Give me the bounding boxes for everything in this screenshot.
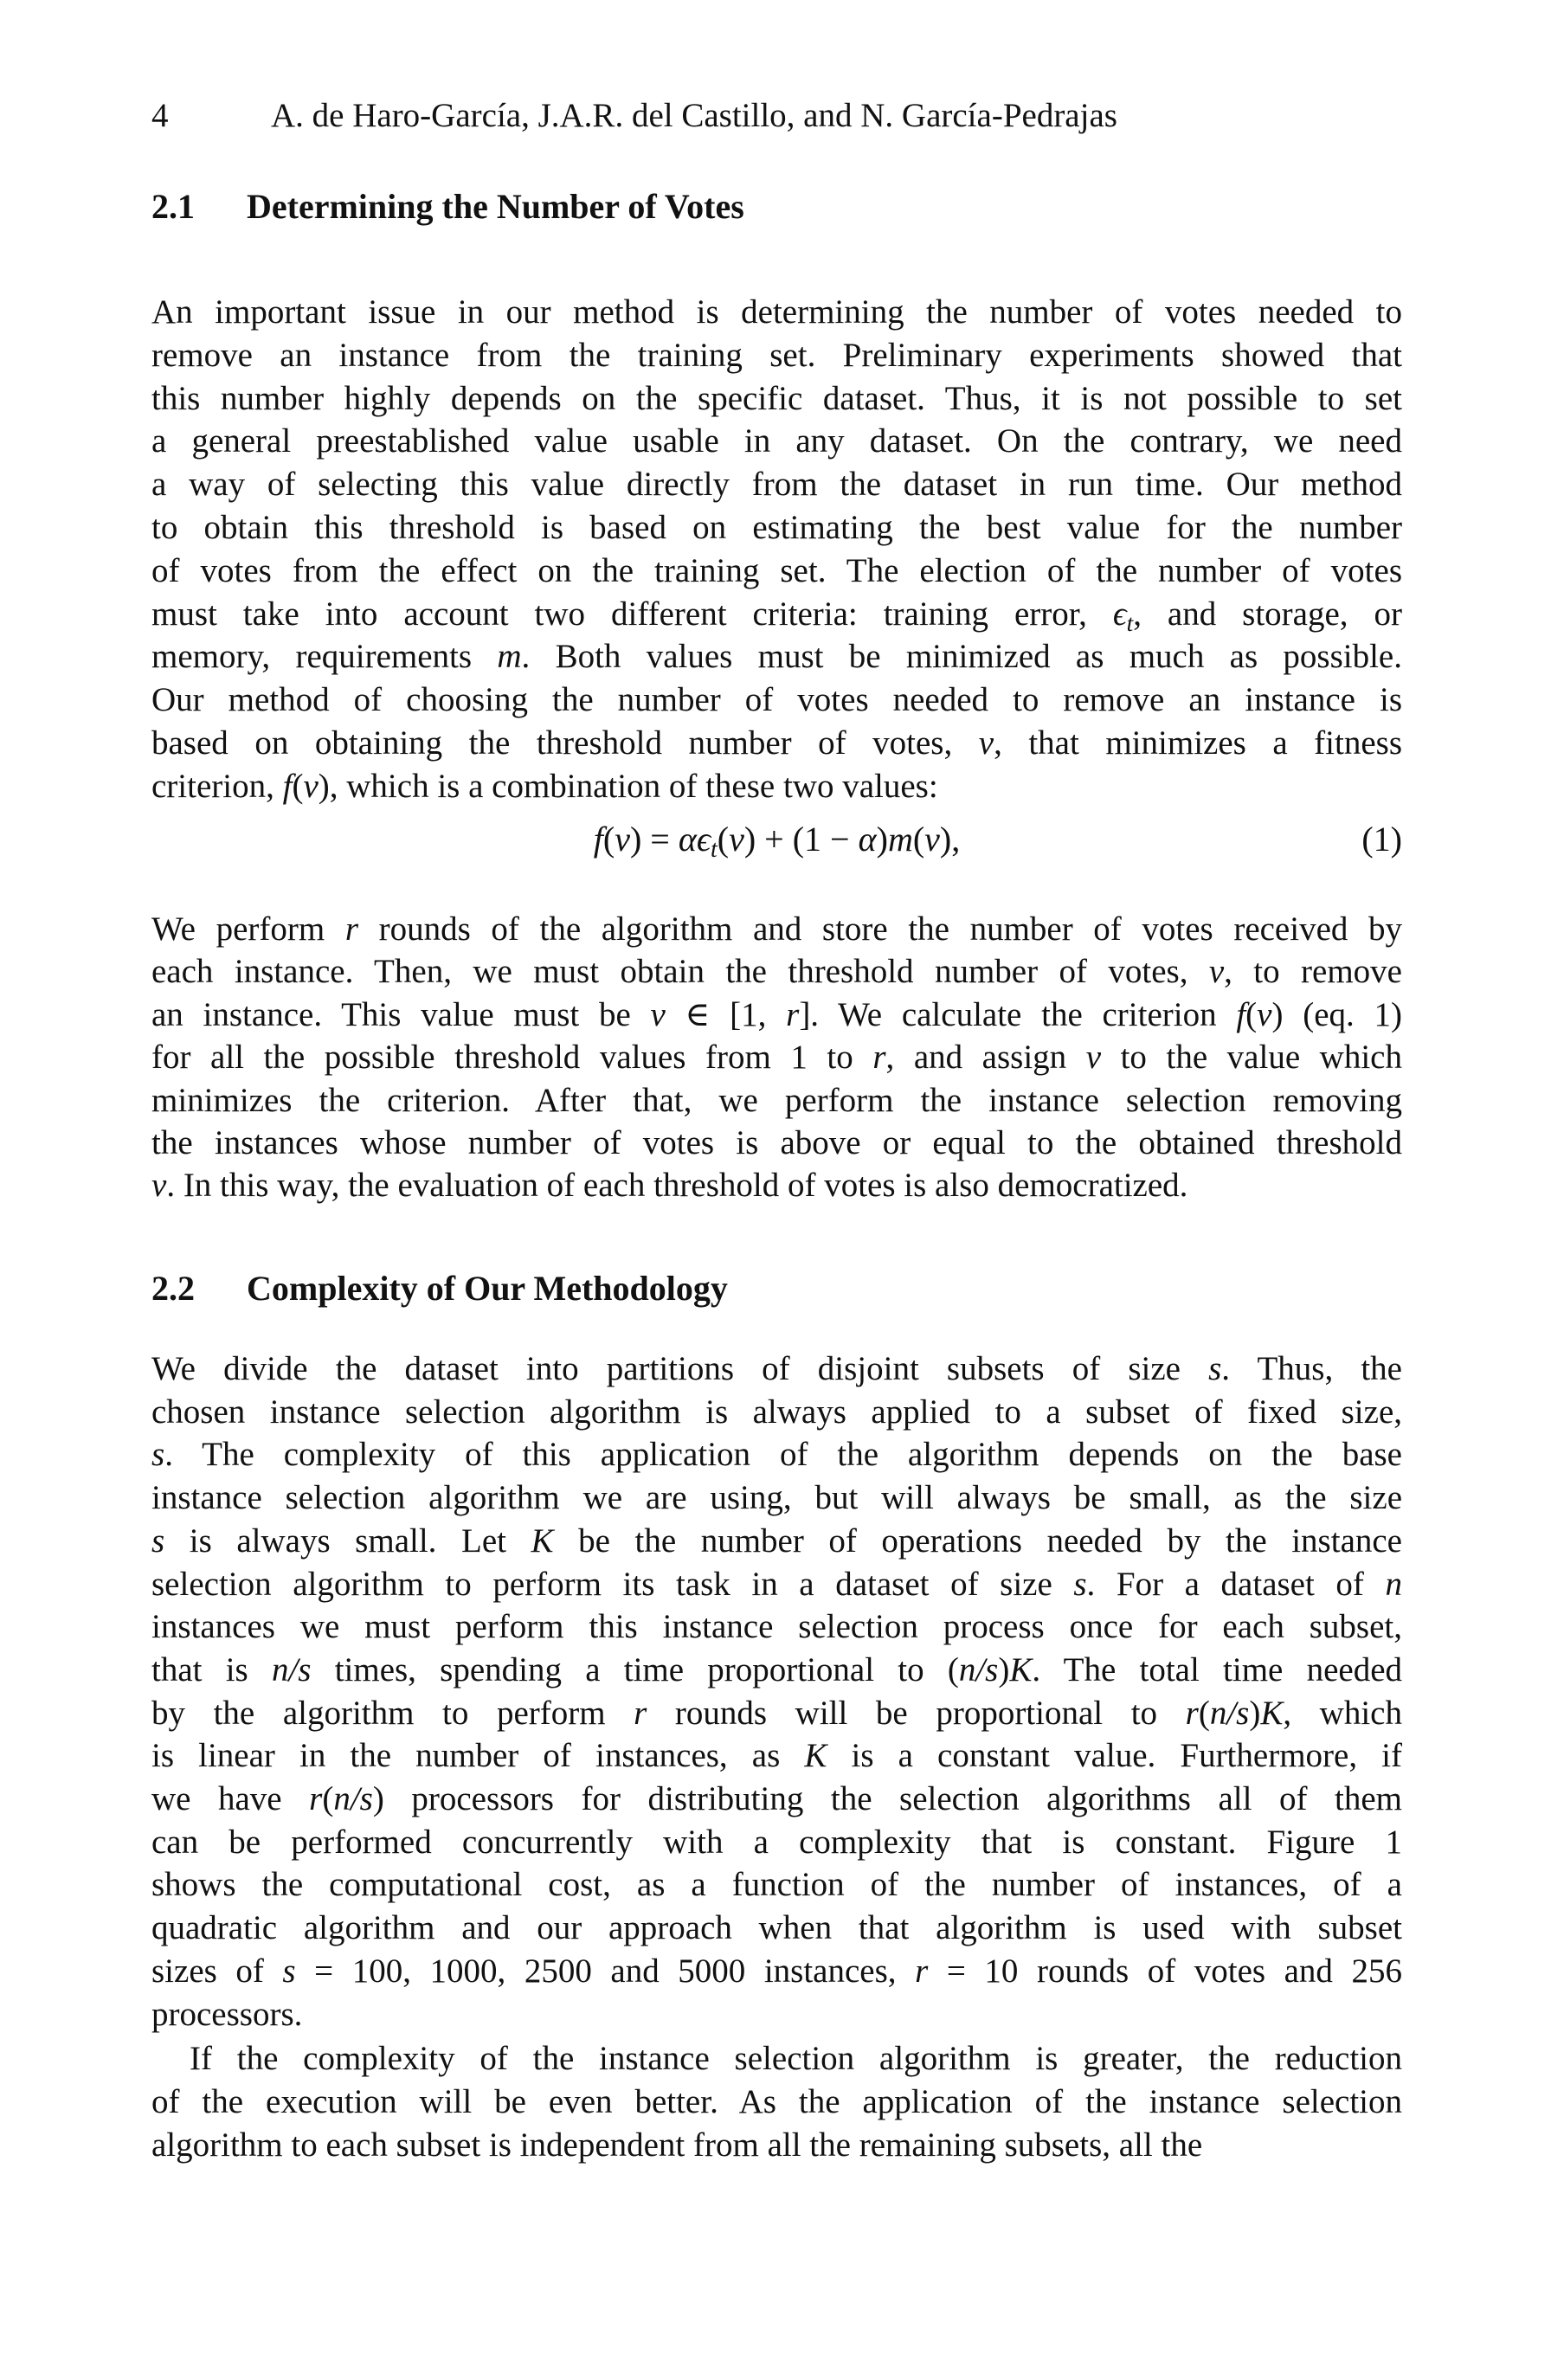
text-run: Our method of choosing the number of votes needed to remove an instance is — [151, 681, 1402, 718]
text-run: ( — [717, 820, 730, 859]
section-title: Complexity of Our Methodology — [247, 1269, 728, 1308]
text-run: quadratic algorithm and our approach when that algorithm is used with subset — [151, 1909, 1402, 1946]
text-run: a general preestablished value usable in any dataset. On the contrary, we need — [151, 422, 1402, 460]
text-run: , which — [1283, 1695, 1402, 1732]
text-line — [151, 950, 1402, 994]
math-symbol: v — [615, 820, 630, 859]
text-run: processors. — [151, 1996, 303, 2033]
math-symbol: v — [1257, 996, 1272, 1033]
text-run: ( — [322, 1780, 334, 1817]
text-run: algorithm to each subset is independent from all the remaining subsets, all the — [151, 2126, 1203, 2164]
text-line — [151, 765, 1402, 808]
text-run: is linear in the number of instances, as — [151, 1737, 805, 1774]
text-line — [151, 1950, 1402, 1993]
text-run: of votes from the effect on the training set. The election of the number of votes — [151, 552, 1402, 589]
math-symbol: r — [634, 1695, 647, 1732]
text-line — [151, 377, 1402, 421]
math-symbol: m — [497, 638, 522, 675]
text-line — [151, 1821, 1402, 1864]
text-line — [151, 1122, 1402, 1165]
math-symbol: f — [282, 768, 293, 805]
text-line — [151, 2081, 1402, 2124]
text-line — [151, 1391, 1402, 1434]
text-line — [151, 722, 1402, 765]
text-run: selection algorithm to perform its task in a dataset of size — [151, 1566, 1074, 1603]
text-run: ( — [602, 820, 615, 859]
text-run: is always small. Let — [164, 1522, 531, 1560]
text-line — [151, 1036, 1402, 1079]
section-number: 2.1 — [151, 187, 195, 226]
math-symbol: v — [1208, 953, 1225, 990]
math-symbol: ϵ — [696, 820, 711, 859]
math-symbol: r — [915, 1952, 929, 1990]
math-symbol: r — [1185, 1695, 1199, 1732]
text-line — [151, 550, 1402, 593]
math-symbol: s — [282, 1952, 296, 1990]
text-run: ) processors for distributing the selection algorithms all of them — [372, 1780, 1402, 1817]
math-symbol: v — [729, 820, 744, 859]
math-symbol: n/s — [271, 1651, 312, 1689]
math-symbol: n/s — [958, 1651, 999, 1689]
text-run: . In this way, the evaluation of each threshold of votes is also democratized. — [166, 1167, 1188, 1204]
text-run: If the complexity of the instance selection algorithm is greater, the reduction — [190, 2040, 1402, 2077]
math-symbol: v — [151, 1167, 167, 1204]
text-run: can be performed concurrently with a complexity that is constant. Figure 1 — [151, 1824, 1402, 1861]
math-symbol: K — [1009, 1651, 1033, 1689]
text-run: an instance. This value must be — [151, 996, 651, 1033]
section-number: 2.2 — [151, 1269, 195, 1308]
text-run: instance selection algorithm we are using, but will always be small, as the size — [151, 1479, 1402, 1516]
text-run: memory, requirements — [151, 638, 498, 675]
text-line — [151, 1476, 1402, 1520]
text-run: ( — [1198, 1695, 1210, 1732]
text-run: ) + (1 − — [743, 820, 859, 859]
text-run: minimizes the criterion. After that, we perform the instance selection removing — [151, 1082, 1402, 1119]
text-run: = 10 rounds of votes and 256 — [928, 1952, 1402, 1990]
math-symbol: f — [593, 820, 603, 859]
text-run: a way of selecting this value directly from the dataset in run time. Our method — [151, 466, 1402, 503]
text-run: is a constant value. Furthermore, if — [827, 1737, 1402, 1774]
text-run: each instance. Then, we must obtain the threshold number of votes, — [151, 953, 1209, 990]
text-line — [151, 1433, 1402, 1476]
math-symbol: m — [887, 820, 913, 859]
text-run: remove an instance from the training set. Preliminary experiments showed that — [151, 337, 1402, 374]
text-run: ∈ [1, — [665, 996, 787, 1033]
text-run: . Both values must be minimized as much as possible. — [521, 638, 1402, 675]
text-run: ) — [1249, 1695, 1261, 1732]
math-symbol: r — [872, 1039, 886, 1076]
text-run: for all the possible threshold values from 1 to — [151, 1039, 873, 1076]
text-run: , to remove — [1224, 953, 1402, 990]
text-run: ), — [939, 820, 961, 859]
text-run: . For a dataset of — [1086, 1566, 1386, 1603]
text-run: rounds will be proportional to — [647, 1695, 1186, 1732]
text-line — [151, 1734, 1402, 1778]
text-run: ]. We calculate the criterion — [799, 996, 1237, 1033]
text-line — [151, 463, 1402, 506]
text-run: , and storage, or — [1133, 595, 1402, 633]
text-line — [151, 420, 1402, 463]
text-line — [151, 291, 1402, 334]
text-run: ) (eq. 1) — [1271, 996, 1402, 1033]
text-run: by the algorithm to perform — [151, 1695, 634, 1732]
math-symbol: α — [858, 820, 877, 859]
math-symbol: r — [786, 996, 800, 1033]
text-run: ( — [292, 768, 304, 805]
math-subscript: t — [710, 836, 718, 863]
text-run: We divide the dataset into partitions of disjoint subsets of size — [151, 1350, 1209, 1387]
text-line — [151, 1907, 1402, 1950]
text-run: this number highly depends on the specific dataset. Thus, it is not possible to set — [151, 380, 1402, 417]
math-symbol: s — [1208, 1350, 1222, 1387]
text-run: the instances whose number of votes is above or equal to the obtained threshold — [151, 1124, 1402, 1161]
math-symbol: K — [531, 1522, 554, 1560]
text-run: to the value which — [1101, 1039, 1402, 1076]
text-run: ( — [1245, 996, 1258, 1033]
text-run: ) — [876, 820, 888, 859]
math-symbol: ϵ — [1112, 595, 1127, 633]
running-head-authors: A. de Haro-García, J.A.R. del Castillo, and N. García-Pedrajas — [271, 97, 1117, 134]
text-run: instances we must perform this instance selection process once for each subset, — [151, 1608, 1402, 1645]
text-run: ), which is a combination of these two values: — [318, 768, 938, 805]
text-run: that is — [151, 1651, 272, 1689]
math-symbol: v — [650, 996, 666, 1033]
text-line — [151, 1649, 1402, 1692]
math-subscript: t — [1126, 609, 1134, 636]
text-run: We perform — [151, 910, 345, 948]
math-symbol: n — [1385, 1566, 1402, 1603]
text-run: = 100, 1000, 2500 and 5000 instances, — [295, 1952, 916, 1990]
page-number: 4 — [151, 97, 169, 134]
math-symbol: r — [309, 1780, 323, 1817]
text-run: we have — [151, 1780, 310, 1817]
text-run: , that minimizes a fitness — [994, 724, 1402, 762]
text-line — [151, 506, 1402, 550]
section-heading-2-2 — [151, 1267, 728, 1310]
text-line — [151, 1692, 1402, 1735]
text-line — [151, 1993, 1402, 2036]
text-line — [151, 1520, 1402, 1563]
section-title: Determining the Number of Votes — [247, 187, 744, 226]
math-symbol: s — [1073, 1566, 1087, 1603]
math-symbol: α — [678, 820, 697, 859]
text-run: chosen instance selection algorithm is always applied to a subset of fixed size, — [151, 1393, 1402, 1431]
math-symbol: n/s — [333, 1780, 373, 1817]
text-line — [151, 1164, 1402, 1207]
math-symbol: K — [1260, 1695, 1284, 1732]
text-line — [151, 635, 1402, 679]
text-line — [151, 1778, 1402, 1821]
text-run: shows the computational cost, as a function of the number of instances, of a — [151, 1866, 1402, 1903]
text-run: ) — [998, 1651, 1010, 1689]
math-symbol: r — [344, 910, 359, 948]
text-line — [151, 2037, 1402, 2081]
math-symbol: K — [804, 1737, 827, 1774]
math-symbol: v — [924, 820, 940, 859]
equation-number: (1) — [1361, 820, 1402, 859]
text-run: criterion, — [151, 768, 283, 805]
equation-expression — [151, 818, 1402, 872]
text-run: based on obtaining the threshold number of votes, — [151, 724, 979, 762]
text-line — [151, 994, 1402, 1037]
math-symbol: v — [978, 724, 994, 762]
text-run: sizes of — [151, 1952, 283, 1990]
text-run: rounds of the algorithm and store the number of votes received by — [358, 910, 1402, 948]
text-run: to obtain this threshold is based on estimating the best value for the number — [151, 509, 1402, 546]
text-run: times, spending a time proportional to ( — [311, 1651, 959, 1689]
text-line — [151, 1563, 1402, 1606]
section-heading-2-1 — [151, 185, 744, 228]
math-symbol: n/s — [1209, 1695, 1250, 1732]
text-line — [151, 1863, 1402, 1907]
text-run: , and assign — [885, 1039, 1086, 1076]
text-run: ( — [912, 820, 925, 859]
text-line — [151, 1079, 1402, 1122]
text-run: be the number of operations needed by the instance — [553, 1522, 1402, 1560]
text-line — [151, 593, 1402, 636]
text-run: . The complexity of this application of the algorithm depends on the base — [164, 1436, 1402, 1473]
math-symbol: v — [1085, 1039, 1102, 1076]
text-run: An important issue in our method is determining the number of votes needed to — [151, 293, 1402, 331]
text-line — [151, 2124, 1402, 2167]
text-run: . The total time needed — [1032, 1651, 1403, 1689]
text-line — [151, 1605, 1402, 1649]
equation-1 — [151, 818, 1402, 861]
math-symbol: f — [1236, 996, 1246, 1033]
math-symbol: v — [303, 768, 319, 805]
text-run: . Thus, the — [1221, 1350, 1402, 1387]
text-run: ) = — [629, 820, 679, 859]
text-line — [151, 1348, 1402, 1391]
text-line — [151, 908, 1402, 951]
text-run: must take into account two different criteria: training error, — [151, 595, 1113, 633]
math-symbol: s — [151, 1522, 165, 1560]
math-symbol: s — [151, 1436, 165, 1473]
text-line — [151, 679, 1402, 722]
text-run: of the execution will be even better. As the application of the instance selection — [151, 2083, 1402, 2120]
text-line — [151, 334, 1402, 377]
